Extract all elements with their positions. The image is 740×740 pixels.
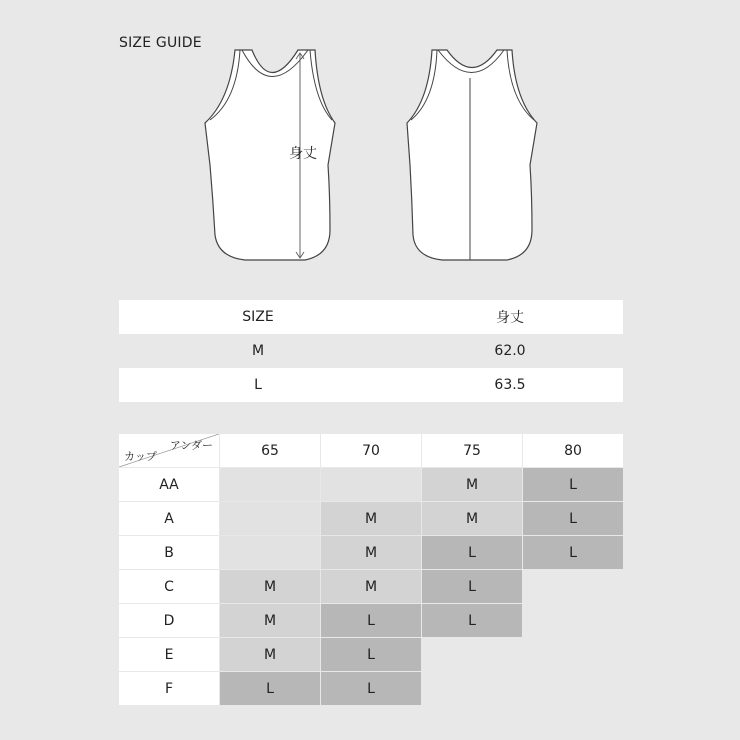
matrix-size-cell: L bbox=[422, 570, 522, 603]
matrix-empty-cell bbox=[523, 638, 623, 671]
matrix-size-cell: L bbox=[321, 672, 421, 705]
size-cell: M bbox=[251, 343, 265, 359]
matrix-size-cell: M bbox=[321, 502, 421, 535]
matrix-row bbox=[119, 502, 624, 535]
matrix-column-header: 70 bbox=[321, 434, 421, 467]
matrix-header-row bbox=[119, 434, 624, 467]
matrix-size-cell: M bbox=[321, 536, 421, 569]
matrix-size-cell: M bbox=[220, 604, 320, 637]
matrix-empty-cell bbox=[523, 672, 623, 705]
matrix-row bbox=[119, 672, 624, 705]
matrix-empty-cell bbox=[523, 570, 623, 603]
matrix-empty-cell bbox=[422, 638, 522, 671]
matrix-corner-cell bbox=[119, 434, 219, 467]
size-header: SIZE bbox=[242, 309, 274, 325]
size-table-header-row bbox=[119, 300, 623, 334]
cup-size-label: C bbox=[119, 570, 219, 603]
matrix-size-cell: L bbox=[523, 468, 623, 501]
matrix-size-cell: L bbox=[523, 536, 623, 569]
size-table-row bbox=[119, 368, 623, 402]
length-measure-label: 身丈 bbox=[289, 146, 317, 162]
bra-size-matrix bbox=[119, 434, 624, 706]
tank-top-back-illustration bbox=[402, 45, 542, 265]
size-guide-title: SIZE GUIDE bbox=[119, 35, 202, 51]
matrix-row bbox=[119, 468, 624, 501]
matrix-column-header: 75 bbox=[422, 434, 522, 467]
matrix-row bbox=[119, 570, 624, 603]
matrix-column-header: 80 bbox=[523, 434, 623, 467]
size-cell: L bbox=[254, 377, 262, 393]
length-cell: 62.0 bbox=[494, 343, 526, 359]
matrix-empty-cell bbox=[220, 536, 320, 569]
matrix-column-header: 65 bbox=[220, 434, 320, 467]
cup-size-label: F bbox=[119, 672, 219, 705]
under-bust-label: アンダー bbox=[169, 439, 213, 452]
cup-size-label: D bbox=[119, 604, 219, 637]
tank-top-front-illustration bbox=[200, 45, 340, 265]
cup-size-label: A bbox=[119, 502, 219, 535]
matrix-empty-cell bbox=[523, 604, 623, 637]
cup-size-label: AA bbox=[119, 468, 219, 501]
matrix-size-cell: L bbox=[220, 672, 320, 705]
matrix-size-cell: M bbox=[220, 638, 320, 671]
matrix-size-cell: M bbox=[321, 570, 421, 603]
matrix-row bbox=[119, 536, 624, 569]
matrix-size-cell: M bbox=[422, 468, 522, 501]
cup-size-label: E bbox=[119, 638, 219, 671]
matrix-empty-cell bbox=[422, 672, 522, 705]
length-cell: 63.5 bbox=[494, 377, 526, 393]
matrix-size-cell: L bbox=[321, 638, 421, 671]
matrix-size-cell: M bbox=[220, 570, 320, 603]
cup-size-label: B bbox=[119, 536, 219, 569]
size-table-row bbox=[119, 334, 623, 368]
matrix-row bbox=[119, 604, 624, 637]
matrix-size-cell: M bbox=[422, 502, 522, 535]
size-measurement-table bbox=[119, 300, 623, 402]
length-header: 身丈 bbox=[496, 310, 524, 326]
matrix-size-cell: L bbox=[321, 604, 421, 637]
matrix-empty-cell bbox=[321, 468, 421, 501]
matrix-size-cell: L bbox=[422, 536, 522, 569]
matrix-empty-cell bbox=[220, 468, 320, 501]
matrix-empty-cell bbox=[220, 502, 320, 535]
matrix-size-cell: L bbox=[422, 604, 522, 637]
matrix-row bbox=[119, 638, 624, 671]
cup-label: カップ bbox=[124, 450, 157, 463]
matrix-size-cell: L bbox=[523, 502, 623, 535]
